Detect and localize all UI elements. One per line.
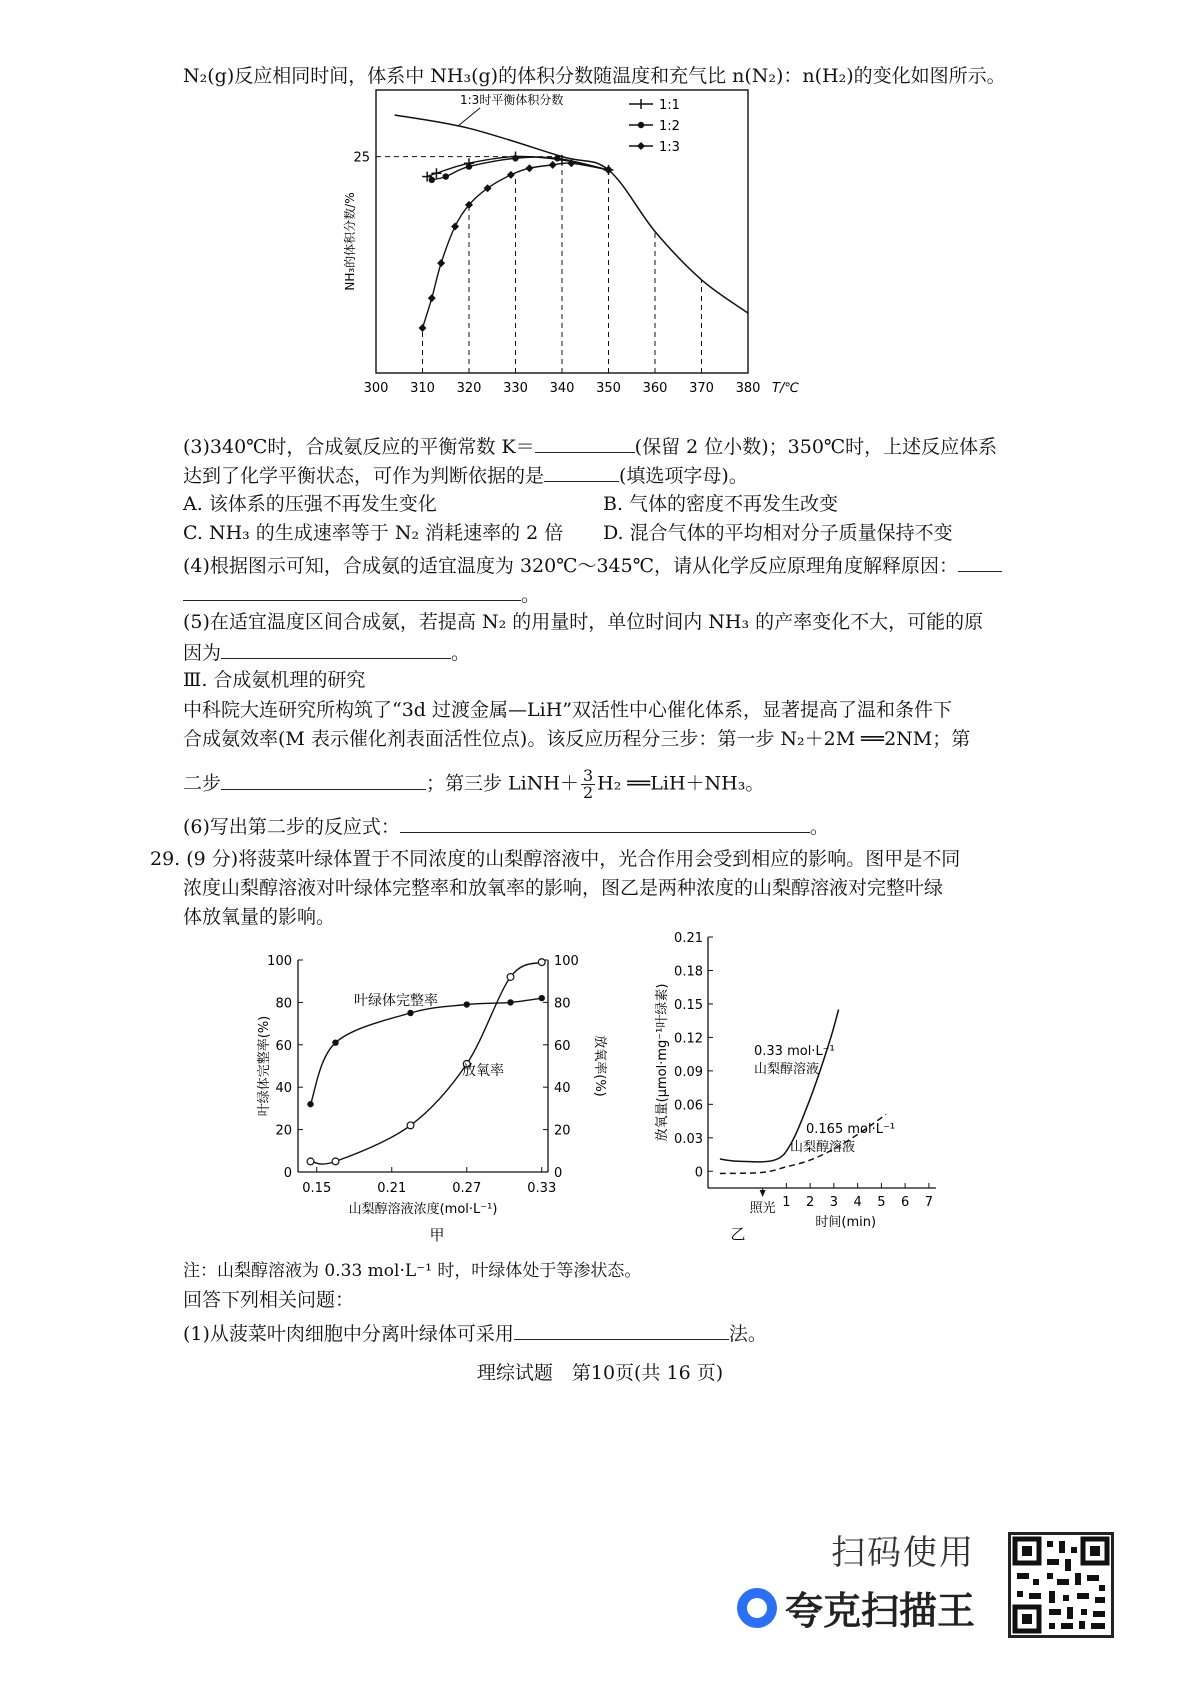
q29-line3: 体放氧量的影响。	[183, 906, 336, 928]
y-tick-label-25: 25	[353, 150, 370, 166]
marker-diamond	[419, 324, 427, 332]
oxygen-rate-point	[538, 959, 545, 966]
series-033-curve	[720, 1010, 839, 1162]
x-tick-label: 330	[503, 381, 528, 396]
oxygen-rate-point	[332, 1158, 339, 1165]
y-tick-label: 0.06	[674, 1098, 703, 1114]
x-axis-label: 时间(min)	[815, 1215, 877, 1230]
legend-label: 1:1	[659, 98, 680, 113]
left-tick-label: 80	[275, 996, 292, 1012]
left-tick-label: 60	[275, 1038, 292, 1054]
annotation-pointer	[458, 108, 480, 126]
series-033-label: 山梨醇溶液	[754, 1062, 820, 1077]
y-tick-label: 0.15	[674, 997, 703, 1013]
x-tick-label: 350	[596, 381, 621, 396]
y-tick-label: 0.18	[674, 964, 703, 980]
x-tick-label: 1	[782, 1195, 791, 1210]
marker-diamond	[525, 164, 533, 172]
q5-line1: (5)在适宜温度区间合成氨，若提高 N₂ 的用量时，单位时间内 NH₃ 的产率变化不大，可能的原	[183, 611, 984, 633]
note-line: 注：山梨醇溶液为 0.33 mol·L⁻¹ 时，叶绿体处于等渗状态。	[183, 1261, 642, 1281]
right-tick-label: 40	[554, 1081, 571, 1097]
series-033-label: 0.33 mol·L⁻¹	[754, 1044, 835, 1059]
marker-circle	[466, 163, 472, 169]
x-tick-label: 320	[456, 381, 482, 396]
marker-circle	[554, 155, 560, 161]
left-tick-label: 0	[283, 1166, 292, 1181]
right-axis-label: 放氧率(%)	[592, 1035, 607, 1097]
right-tick-label: 80	[554, 996, 571, 1012]
integrity-curve	[311, 998, 542, 1104]
y-axis-label: NH₃的体积分数/%	[343, 192, 357, 291]
equilibrium-annotation: 1:3时平衡体积分数	[460, 93, 564, 107]
legend-marker-circle	[638, 122, 644, 128]
marker-circle	[443, 173, 449, 179]
right-tick-label: 20	[554, 1123, 571, 1139]
y-tick-label: 0.21	[674, 931, 703, 946]
x-tick-label: 340	[549, 381, 575, 396]
right-tick-label: 60	[554, 1038, 571, 1054]
nh3-volume-fraction-chart	[340, 90, 840, 430]
q4-line2: 。	[183, 580, 540, 609]
q3-options-cd	[183, 519, 953, 547]
brand-name: 夸克扫描王	[784, 1589, 975, 1633]
option-d: D. 混合气体的平均相对分子质量保持不变	[603, 522, 953, 544]
y-axis-label: 放氧量(μmol·mg⁻¹叶绿素)	[655, 983, 670, 1142]
q4-line1: (4)根据图示可知，合成氨的适宜温度为 320℃～345℃，请从化学反应原理角度解释原因：	[183, 551, 1002, 580]
y-tick-label: 0.09	[674, 1064, 703, 1080]
y-tick-label: 0.12	[674, 1031, 703, 1047]
integrity-point	[407, 1010, 413, 1016]
integrity-label: 叶绿体完整率	[354, 993, 438, 1009]
chart-jia	[257, 945, 627, 1245]
marker-circle	[512, 155, 518, 161]
q6-line: (6)写出第二步的反应式： 。	[183, 812, 829, 841]
intro-line: N₂(g)反应相同时间，体系中 NH₃(g)的体积分数随温度和充气比 n(N₂)：n(H₂)的变化如图所示。	[183, 65, 1006, 87]
y-tick-label: 0	[694, 1165, 703, 1181]
legend-marker-diamond	[637, 142, 645, 150]
left-tick-label: 20	[275, 1123, 292, 1139]
option-a: A. 该体系的压强不再发生变化	[183, 493, 437, 515]
q29-1-line: (1)从菠菜叶肉细胞中分离叶绿体可采用 法。	[183, 1319, 767, 1348]
light-arrow-icon	[760, 1190, 766, 1197]
series-0165-label: 0.165 mol·L⁻¹	[806, 1122, 896, 1137]
right-tick-label: 0	[554, 1166, 563, 1181]
right-tick-label: 100	[554, 954, 579, 969]
option-c: C. NH₃ 的生成速率等于 N₂ 消耗速率的 2 倍	[183, 522, 564, 544]
fraction-three-halves: $\frac{3}{2}$	[582, 766, 594, 802]
x-axis-label: T/℃	[772, 381, 799, 396]
marker-diamond	[451, 223, 459, 231]
oxygen-rate-point	[407, 1122, 414, 1129]
q3-line1: (3)340℃时，合成氨反应的平衡常数 K＝ (保留 2 位小数)；350℃时，上述反应体系	[183, 432, 997, 461]
q29-line2: 浓度山梨醇溶液对叶绿体完整率和放氧率的影响，图乙是两种浓度的山梨醇溶液对完整叶绿	[183, 877, 944, 899]
x-tick-label: 2	[805, 1195, 815, 1210]
chart-caption: 乙	[730, 1225, 746, 1243]
left-tick-label: 40	[275, 1081, 292, 1097]
left-tick-label: 100	[267, 954, 292, 969]
section-3-line2: 合成氨效率(M 表示催化剂表面活性位点)。该反应历程分三步：第一步 N₂＋2M ══2NM；第	[183, 728, 971, 750]
plot-frame	[376, 90, 748, 373]
x-tick-label: 380	[735, 381, 761, 396]
x-tick-label: 300	[363, 381, 389, 396]
x-tick-label: 360	[642, 381, 668, 396]
x-tick-label: 5	[877, 1195, 886, 1210]
marker-diamond	[437, 259, 445, 267]
integrity-point	[539, 995, 545, 1001]
oxygen-rate-label: 放氧率	[462, 1063, 504, 1079]
quark-logo-icon	[737, 1588, 777, 1628]
q29-line1: 29. (9 分)将菠菜叶绿体置于不同浓度的山梨醇溶液中，光合作用会受到相应的影响。图甲是不同	[150, 848, 961, 870]
section-3-line1: 中科院大连研究所构筑了“3d 过渡金属—LiH”双活性中心催化体系，显著提高了温和条件下	[183, 699, 952, 721]
answer-prompt: 回答下列相关问题：	[183, 1289, 355, 1311]
integrity-point	[307, 1101, 313, 1107]
q5-line2: 因为 。	[183, 638, 470, 667]
legend-label: 1:3	[659, 140, 680, 155]
x-tick-label: 0.33	[527, 1181, 557, 1196]
q3-line2: 达到了化学平衡状态，可作为判断依据的是 (填选项字母)。	[183, 461, 748, 490]
x-tick-label: 4	[853, 1195, 862, 1210]
marker-diamond	[507, 171, 515, 179]
scan-to-use-text: 扫码使用	[831, 1533, 975, 1573]
integrity-point	[507, 999, 513, 1005]
chart-yi	[648, 925, 943, 1245]
marker-diamond	[549, 161, 557, 169]
x-tick-label: 0.21	[377, 1181, 407, 1196]
x-tick-label: 3	[829, 1195, 839, 1210]
marker-circle	[429, 177, 435, 183]
x-tick-label: 7	[924, 1195, 934, 1210]
step-2-line: 二步 ；第三步 LiNH＋ $\frac{3}{2}$ H₂ ══LiH＋NH₃。	[183, 766, 765, 802]
x-axis-label: 山梨醇溶液浓度(mol·L⁻¹)	[348, 1202, 498, 1217]
integrity-point	[332, 1039, 338, 1045]
legend-label: 1:2	[659, 119, 680, 134]
x-tick-label: 6	[900, 1195, 910, 1210]
marker-diamond	[428, 294, 436, 302]
section-3-title: Ⅲ. 合成氨机理的研究	[183, 669, 366, 691]
light-label: 照光	[749, 1201, 776, 1216]
oxygen-rate-point	[507, 974, 514, 981]
integrity-point	[464, 1001, 470, 1007]
q3-options-ab	[183, 490, 838, 518]
option-b: B. 气体的密度不再发生改变	[603, 493, 839, 515]
qr-code-icon[interactable]	[1008, 1532, 1114, 1638]
left-axis-label: 叶绿体完整率(%)	[257, 1015, 272, 1117]
x-tick-label: 0.27	[452, 1181, 482, 1196]
x-tick-label: 370	[689, 381, 714, 396]
series-0165-label: 山梨醇溶液	[790, 1140, 856, 1155]
scanner-brand	[737, 1525, 975, 1635]
equilibrium-curve	[395, 115, 748, 313]
page-footer: 理综试题 第10页(共 16 页)	[476, 1362, 724, 1384]
x-tick-label: 0.15	[302, 1181, 332, 1196]
oxygen-rate-point	[307, 1158, 314, 1165]
chart-caption: 甲	[429, 1226, 445, 1244]
y-tick-label: 0.03	[674, 1131, 703, 1147]
x-tick-label: 310	[410, 381, 435, 396]
